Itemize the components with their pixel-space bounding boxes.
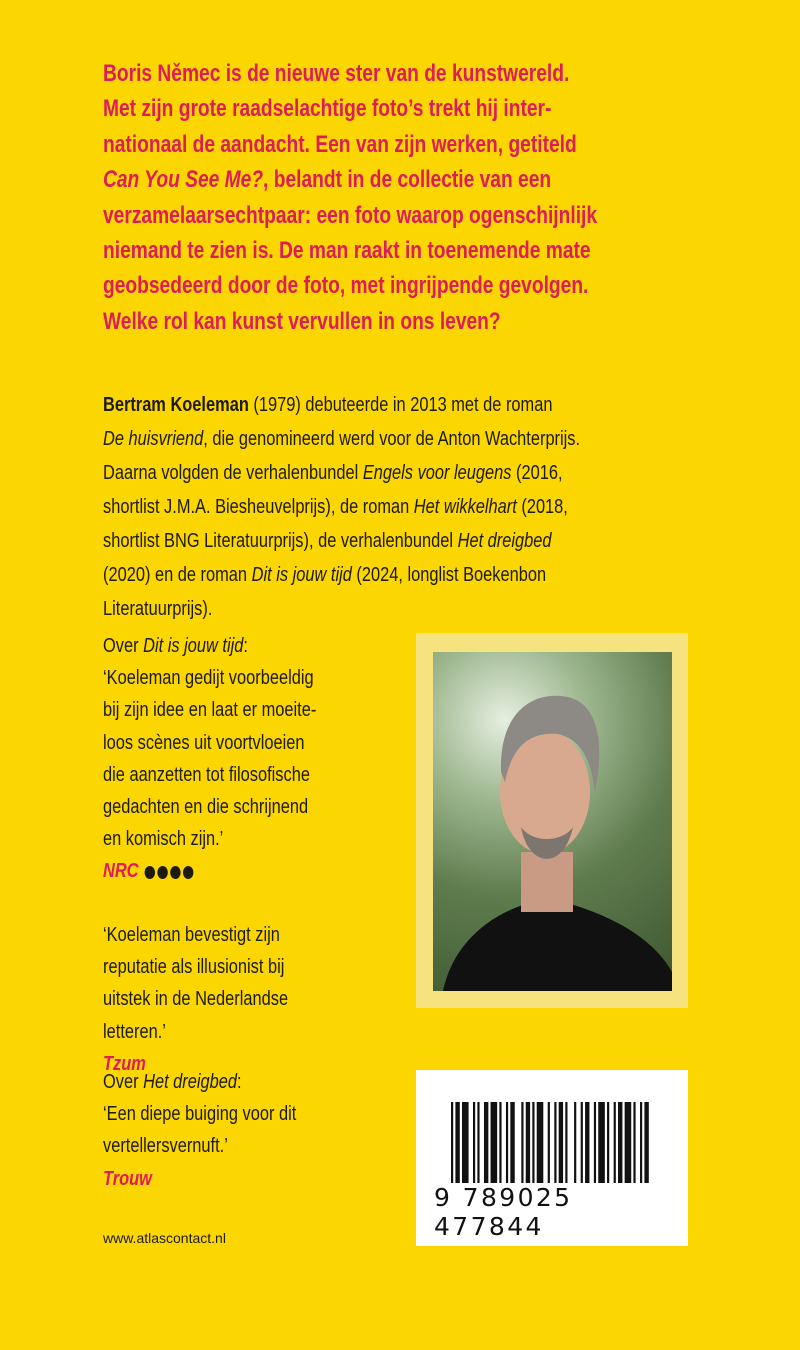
text-segment: Dit is jouw tijd [143,634,244,657]
text-segment: : [243,634,248,657]
text-segment: letteren.’ [103,1019,166,1043]
text-segment: Daarna volgden de verhalenbundel [103,461,363,484]
blurb-text [103,56,597,339]
text-segment: Engels voor leugens [362,461,512,484]
text-segment: nationaal de aandacht. Een van zijn werken, getiteld [103,130,577,158]
author-bio [103,388,580,626]
text-line [103,1130,296,1162]
text-segment: De huisvriend [103,427,204,450]
text-segment: Welke rol kan kunst vervullen in ons leven? [103,307,501,335]
text-line [103,456,580,490]
text-line [103,558,580,592]
rating-dots [145,855,196,887]
text-segment: verzamelaarsechtpaar: een foto waarop ogenschijnlijk [103,201,598,229]
text-line [103,268,597,303]
text-line [103,727,316,759]
text-segment: gedachten en die schrijnend [103,795,309,819]
text-segment: (2018, [516,495,568,518]
text-segment: Boris Němec is de nieuwe ster van de kunstwereld. [103,60,570,87]
text-segment: en komisch zijn.’ [103,827,224,851]
text-segment: ‘Koeleman bevestigt zijn [103,923,280,946]
review-quote-tzum [103,919,288,1080]
text-line [103,1098,296,1130]
review-source-name: NRC [103,859,139,883]
text-line [103,592,580,626]
text-segment: Can You See Me? [103,166,264,194]
text-line [103,630,316,662]
text-line [103,490,580,524]
text-line [103,388,580,422]
text-segment: niemand te zien is. De man raakt in toenemende mate [103,237,591,265]
rating-dot-icon [158,866,168,879]
text-segment: shortlist J.M.A. Biesheuvelprijs), de roman [103,495,414,518]
text-segment: bij zijn idee en laat er moeite- [103,698,317,722]
text-segment: (2016, [511,461,563,484]
text-line [103,983,288,1015]
text-line [103,127,597,162]
text-segment: vertellersvernuft.’ [103,1134,228,1158]
text-segment: Het dreigbed [143,1070,238,1093]
text-segment: loos scènes uit voortvloeien [103,730,305,754]
publisher-website[interactable]: www.atlascontact.nl [103,1230,226,1246]
barcode [416,1070,688,1246]
text-line [103,823,316,855]
review-quote-nrc [103,630,316,888]
review-source [103,855,316,887]
text-line [103,1016,288,1048]
text-segment: (1979) debuteerde in 2013 met de roman [248,393,553,416]
text-line [103,198,597,233]
text-line [103,919,288,951]
review-source [103,1163,296,1195]
text-segment: geobsedeerd door de foto, met ingrijpende gevolgen. [103,272,589,300]
text-line [103,951,288,983]
rating-dot-icon [171,866,181,879]
text-line [103,304,597,339]
text-line [103,791,316,823]
text-segment: uitstek in de Nederlandse [103,987,289,1011]
text-segment: Het wikkelhart [413,495,517,518]
text-segment: Het dreigbed [457,529,552,552]
text-segment: Over [103,1070,144,1093]
text-segment: reputatie als illusionist bij [103,955,285,979]
text-line [103,662,316,694]
text-segment: , die genomineerd werd voor de Anton Wachterprijs. [203,427,581,450]
text-segment: die aanzetten tot filosofische [103,762,310,786]
text-segment: (2020) en de roman [103,563,252,586]
text-segment: ‘Een diepe buiging voor dit [103,1102,297,1126]
author-photo [433,652,672,991]
text-segment: Bertram Koeleman [103,393,249,416]
isbn-number: 9 789025 477844 [434,1183,688,1241]
text-segment: (2024, longlist Boekenbon [351,563,547,586]
review-source-name: Tzum [103,1051,146,1075]
text-line [103,694,316,726]
text-line [103,1066,296,1098]
text-line [103,162,597,197]
text-line [103,56,597,91]
author-photo-frame [416,633,688,1008]
text-segment: Dit is jouw tijd [251,563,352,586]
text-line [103,233,597,268]
text-segment: Over [103,634,144,657]
text-segment: , belandt in de collectie van een [263,166,552,194]
text-segment: Literatuurprijs). [103,597,213,620]
text-line [103,91,597,126]
text-line [103,422,580,456]
text-line [103,759,316,791]
rating-dot-icon [183,866,193,879]
text-segment: shortlist BNG Literatuurprijs), de verhalenbundel [103,529,458,552]
review-source-name: Trouw [103,1166,152,1190]
rating-dot-icon [145,866,155,879]
review-quote-trouw [103,1066,296,1195]
text-segment: Met zijn grote raadselachtige foto’s trekt hij inter- [103,95,552,123]
text-line [103,524,580,558]
text-segment: : [237,1070,242,1093]
text-segment: ‘Koeleman gedijt voorbeeldig [103,666,314,690]
